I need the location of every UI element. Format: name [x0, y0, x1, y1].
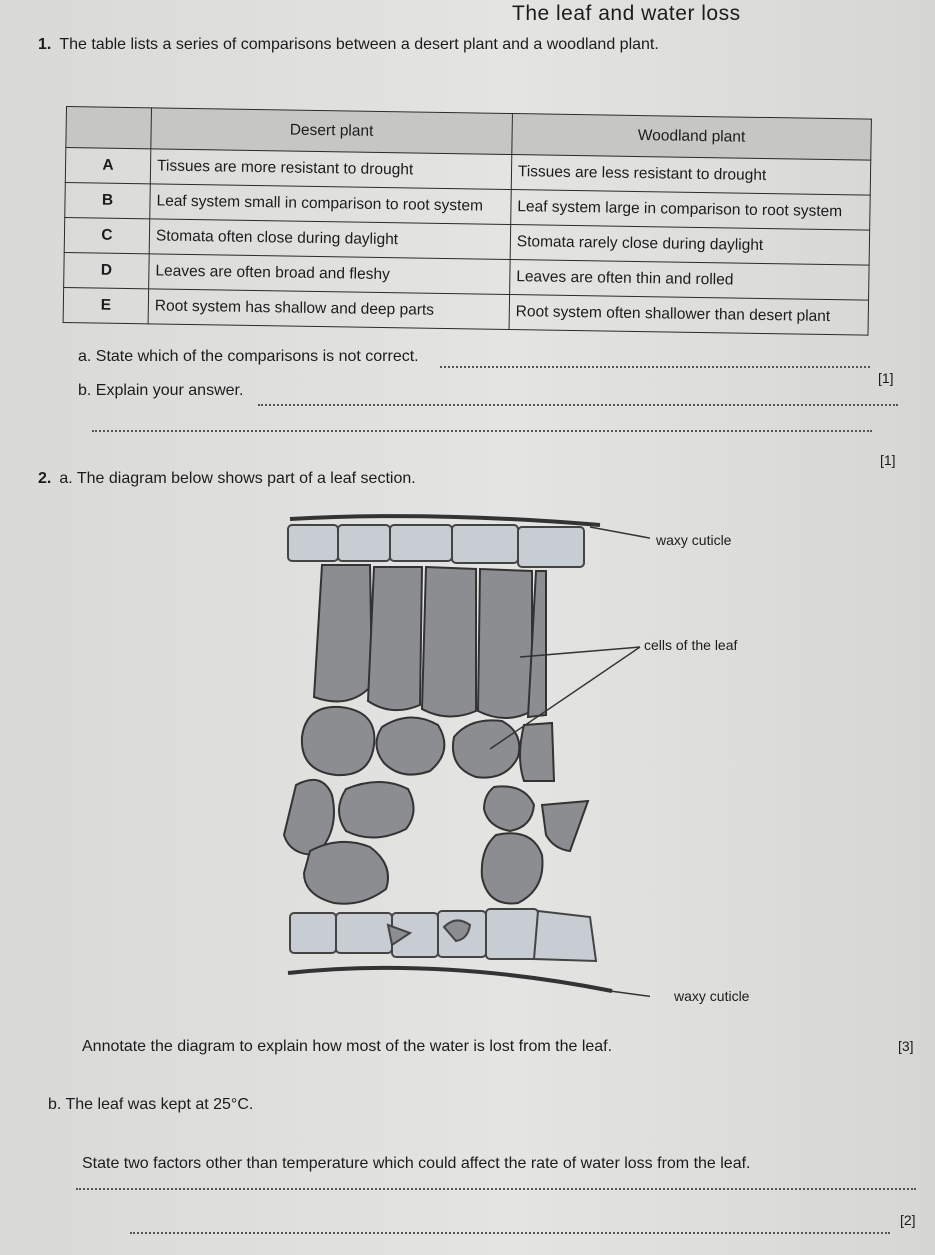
q2-intro — [38, 470, 416, 488]
epidermis-cell — [336, 913, 392, 953]
palisade-cell — [368, 567, 422, 710]
comparison-table — [63, 106, 872, 336]
label-line-top-cuticle — [590, 527, 650, 539]
page-heading: The leaf and water loss — [512, 2, 741, 25]
spongy-layer — [284, 707, 588, 904]
epidermis-cell — [486, 909, 538, 959]
q1-intro — [38, 36, 659, 54]
epidermis-cell — [518, 527, 584, 567]
leaf-section-diagram — [270, 505, 650, 1005]
q2a-annotate-text: Annotate the diagram to explain how most of the water is lost from the leaf. — [82, 1038, 613, 1055]
spongy-cell — [376, 717, 444, 774]
upper-cuticle — [290, 516, 600, 525]
row-letter: D — [64, 252, 150, 288]
lower-cuticle — [288, 968, 612, 991]
woodland-cell: Stomata rarely close during daylight — [510, 224, 870, 265]
q2b-question: State two factors other than temperature which could affect the rate of water loss from the leaf. — [82, 1155, 751, 1172]
epidermis-cell — [338, 525, 390, 561]
q2b-marks: [2] — [900, 1212, 916, 1228]
spongy-cell — [542, 801, 588, 851]
label-top-cuticle: waxy cuticle — [656, 532, 732, 548]
q1b-text: b. Explain your answer. — [78, 382, 244, 399]
spongy-cell — [304, 842, 388, 904]
answer-line-2b-2[interactable] — [130, 1232, 890, 1234]
woodland-cell: Tissues are less resistant to drought — [511, 155, 871, 196]
table-header-woodland: Woodland plant — [512, 114, 872, 161]
epidermis-cell — [288, 525, 338, 561]
palisade-cell — [314, 565, 372, 701]
label-cells: cells of the leaf — [644, 637, 738, 653]
spongy-cell — [482, 833, 543, 903]
q1a-marks: [1] — [878, 370, 894, 386]
desert-cell: Tissues are more resistant to drought — [150, 149, 511, 190]
q1-intro-text: The table lists a series of comparisons between a desert plant and a woodland plant. — [59, 36, 659, 53]
q2b-text: b. The leaf was kept at 25°C. — [48, 1096, 254, 1113]
desert-cell: Stomata often close during daylight — [149, 219, 510, 260]
row-letter: C — [64, 217, 150, 253]
upper-epidermis — [288, 525, 584, 567]
row-letter: E — [63, 287, 149, 323]
q1b-marks: [1] — [880, 452, 896, 468]
spongy-cell — [453, 720, 519, 777]
epidermis-cell — [534, 911, 596, 961]
label-line-bottom-cuticle — [610, 991, 650, 999]
palisade-layer — [314, 565, 546, 718]
epidermis-cell — [390, 525, 452, 561]
desert-cell: Root system has shallow and deep parts — [148, 289, 509, 330]
q2a-intro-text: a. The diagram below shows part of a leaf section. — [59, 470, 416, 487]
q2-number: 2. — [38, 470, 52, 487]
lower-epidermis — [290, 909, 596, 961]
woodland-cell: Leaf system large in comparison to root system — [511, 190, 871, 231]
spongy-cell — [339, 782, 414, 838]
desert-cell: Leaves are often broad and fleshy — [149, 254, 510, 295]
label-bottom-cuticle: waxy cuticle — [674, 988, 750, 1004]
row-letter: A — [65, 148, 151, 184]
woodland-cell: Root system often shallower than desert plant — [509, 294, 869, 335]
spongy-cell — [302, 707, 374, 775]
desert-cell: Leaf system small in comparison to root system — [150, 184, 511, 225]
row-letter: B — [65, 182, 151, 218]
answer-line-1b-1[interactable] — [258, 404, 898, 406]
woodland-cell: Leaves are often thin and rolled — [509, 259, 869, 300]
q1-number: 1. — [38, 36, 52, 53]
q2a-marks: [3] — [898, 1038, 914, 1054]
palisade-cell — [478, 569, 532, 718]
epidermis-cell — [452, 525, 518, 563]
answer-line-1a[interactable] — [440, 366, 870, 368]
spongy-cell — [484, 786, 534, 831]
answer-line-1b-2[interactable] — [92, 430, 872, 432]
spongy-cell — [520, 723, 554, 781]
answer-line-2b-1[interactable] — [76, 1188, 916, 1190]
epidermis-cell — [290, 913, 336, 953]
table-header-desert: Desert plant — [151, 108, 512, 155]
q1a-text: a. State which of the comparisons is not correct. — [78, 348, 419, 365]
palisade-cell — [422, 567, 476, 717]
table-header-blank — [66, 107, 152, 149]
